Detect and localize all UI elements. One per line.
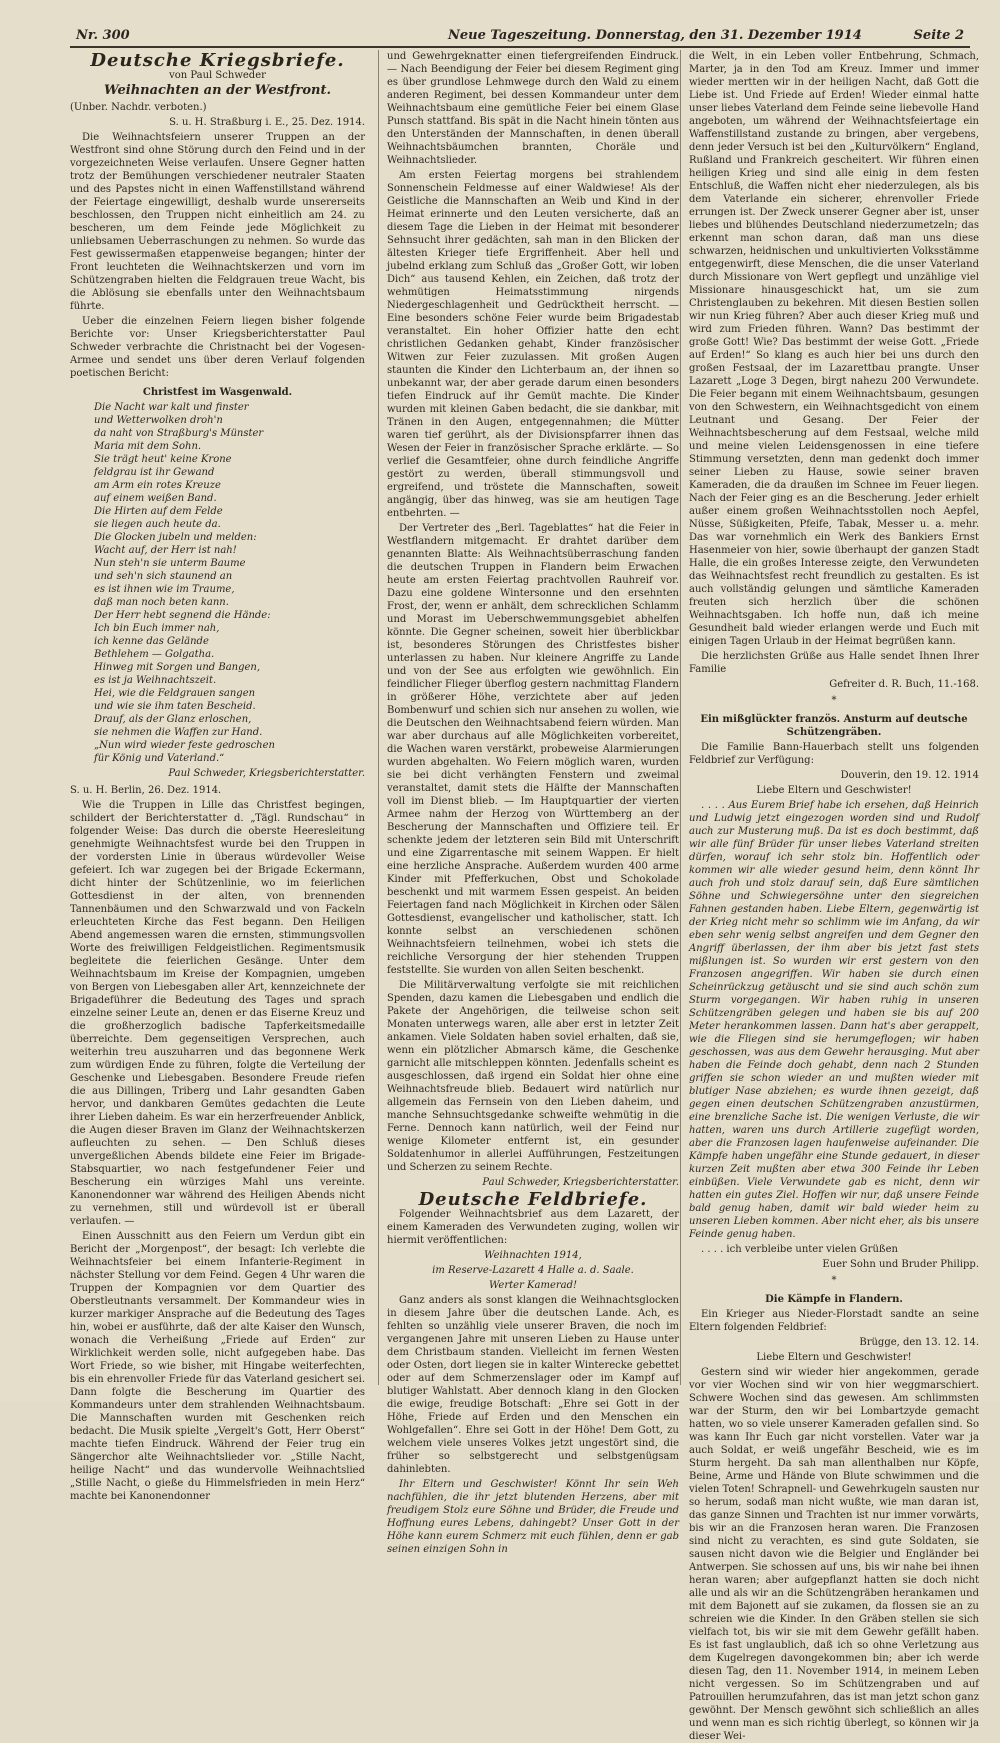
paper-date: Neue Tageszeitung. Donnerstag, den 31. Dezember 1914 (448, 28, 862, 43)
issue-number: Nr. 300 (76, 28, 130, 43)
poem-line: Bethlehem — Golgatha. (94, 649, 215, 660)
poem-line: Hei, wie die Feldgrauen sangen (94, 688, 256, 699)
poem-line: es ist ja Weihnachtszeit. (94, 675, 217, 686)
poem-line: Die Glocken jubeln und melden: (94, 532, 257, 543)
poem-line: Nun steh'n sie unterm Baume (94, 558, 246, 569)
poem-line: „Nun wird wieder feste gedroschen (94, 740, 275, 751)
article-signature: Paul Schweder, Kriegsberichterstatter. (482, 1177, 679, 1188)
article-byline: von Paul Schweder (169, 70, 266, 81)
poem-line: feldgrau ist ihr Gewand (94, 467, 215, 478)
dateline: S. u. H. Berlin, 26. Dez. 1914. (70, 785, 222, 796)
paragraph: Ihr Eltern und Geschwister! Könnt Ihr sein Weh nachfühlen, die ihr jetzt blutenden Herzens, aber mit freudigem Stolz eure Söhne und Brüder, die Freude und Hoffnung eures Lebens, dahingebt? Unser Gott in der Höhe kann eurem Schmerz mit euch fühlen, denn er gab seinen einzigen Sohn in (387, 1479, 679, 1555)
article-subtitle: Weihnachten an der Westfront. (103, 83, 332, 98)
poem-signature: Paul Schweder, Kriegsberichterstatter. (168, 768, 365, 779)
column-1 (70, 50, 365, 1502)
poem-line: Die Hirten auf dem Felde (94, 506, 223, 517)
paragraph: Die Weihnachtsfeiern unserer Truppen an der Westfront sind ohne Störung durch den Feind und in der vorgezeichneten Weise verlaufen. Unsere Gegner hatten trotz der Bemühungen verschiedener neutraler Staaten und des Papstes nicht in einen Waffenstillstand während der Feiertage eingewilligt, deshalb wurde unsererseits beschlossen, den Truppen nicht einheitlich am 24. zu bescheren, um dem Feinde jede Möglichkeit zu unliebsamen Ueberraschungen zu nehmen. So wurde das Fest gewissermaßen etappenweise begangen; hinter der Front leuchteten die Weihnachtskerzen und vorn im Schützengraben hielten die Feldgrauen treue Wacht, bis die Ablösung sie ebenfalls unter den Weihnachtsbaum führte. (70, 132, 365, 312)
letter-date: Douverin, den 19. 12. 1914 (840, 770, 979, 781)
letter-signature: Gefreiter d. R. Buch, 11.-168. (829, 679, 979, 690)
letter-date: Weihnachten 1914, (484, 1250, 582, 1261)
poem (94, 401, 365, 765)
paragraph: Ein Krieger aus Nieder-Florstadt sandte an seine Eltern folgenden Feldbrief: (689, 1309, 979, 1333)
paragraph: Wie die Truppen in Lille das Christfest begingen, schildert der Berichterstatter d. „Tägl. Rundschau“ in folgender Weise: Das durch die oberste Heeresleitung genehmigte Weihnachtsfest wurde bei den Truppen in der vordersten Linie in überaus würdevoller Weise gefeiert. Ich war zugegen bei der Brigade Eckermann, dicht hinter der Schützenlinie, wo im feierlichen Gottesdienst in der alten, von brennenden Tannenbäumen und den Schwarzwald und von Fackeln erleuchteten Kirche das Fest begann. Den Heiligen Abend angemessen waren die ernsten, stimmungsvollen Worte des freiwilligen Feldgeistlichen. Regimentsmusik begleitete die feierlichen Gesänge. Unter dem Weihnachtsbaum im Kreise der Kompagnien, umgeben von Bergen von Liebesgaben aller Art, kennzeichnete der Brigadeführer die Bedeutung des Tages und sprach einzelne seiner Leute an, denen er das Eiserne Kreuz und die großherzoglich badische Tapferkeitsmedaille überreichte. Dem gegenseitigen Versprechen, auch weiterhin treu auszuharren und das begonnene Werk zum würdigen Ende zu führen, folgte die Verteilung der Geschenke und Liebesgaben. Besondere Freude riefen die aus Dillingen, Triberg und Lahr gesandten Gaben hervor, und dankbaren Gemütes gedachten die Leute ihrer Lieben daheim. Es war ein herzerfreuender Anblick, die Augen dieser Braven im Glanz der Weihnachtskerzen aufleuchten zu sehen. — Den Schluß dieses unvergeßlichen Abends bildete eine Feier im Brigade-Stabsquartier, wo nach festgefundener Feier und Bescherung ein würziges Mahl uns vereinte. Kanonendonner war während des Heiligen Abends nicht zu vernehmen, still und würdevoll ist er überall verlaufen. — (70, 800, 365, 1227)
poem-line: ich kenne das Gelände (94, 636, 209, 647)
letter-salutation: Werter Kamerad! (488, 1280, 578, 1291)
poem-line: Maria mit dem Sohn. (94, 441, 202, 452)
poem-line: sie nehmen die Waffen zur Hand. (94, 727, 263, 738)
poem-line: da naht von Straßburg's Münster (94, 428, 264, 439)
separator: * (831, 695, 837, 706)
paragraph: Die Familie Bann-Hauerbach stellt uns folgenden Feldbrief zur Verfügung: (689, 742, 979, 766)
poem-line: es ist ihnen wie im Traume, (94, 584, 235, 595)
poem-line: Die Nacht war kalt und finster (94, 402, 249, 413)
dateline: S. u. H. Straßburg i. E., 25. Dez. 1914. (169, 117, 365, 128)
letter-place: im Reserve-Lazarett 4 Halle a. d. Saale. (432, 1265, 634, 1276)
poem-line: Der Herr hebt segnend die Hände: (94, 610, 271, 621)
reprint-note: (Unber. Nachdr. verboten.) (70, 102, 207, 113)
letter-salutation: Liebe Eltern und Geschwister! (756, 785, 912, 796)
section-heading: Ein mißglückter französ. Ansturm auf deutsche Schützengräben. (700, 714, 968, 738)
masthead (70, 26, 970, 48)
paragraph: Gestern sind wir wieder hier angekommen, gerade vor vier Wochen sind wir von hier weggmarschiert. Schwere Wochen sind das gewesen. Am schlimmsten war der Sturm, den wir bei Lombartzyde gemacht hatten, wo so viele unserer Kameraden gefallen sind. So was kann Ihr Euch gar nicht vorstellen. Vater war ja auch Soldat, er weiß ungefähr Bescheid, wie es im Sturm hergeht. Da sah man allenthalben nur Köpfe, Beine, Arme und Hände von Blute schwimmen und die vielen Toten! Schrapnell- und Gewehrkugeln sausten nur so herum, sodaß man nicht wußte, wie man daran ist, das ganze Sinnen und Trachten ist nur immer vorwärts, bis wir an die Franzosen heran waren. Die Franzosen sind nicht zu verachten, es sind gute Soldaten, sie sausen nicht davon wie die Belgier und Engländer bei Antwerpen. Sie schossen auf uns, bis wir nahe bei ihnen heran waren; aber aufgepflanzt hatten sie doch nicht alle und als wir an die Schützengräben herankamen und mit dem Bajonett auf sie zukamen, da flossen sie an zu schreien wie die Kinder. In den Gräben stellen sie sich vielfach tot, bis wir sie mit dem Gewehr gefällt haben. Es ist fast unglaublich, daß ich so ohne Verletzung aus dem Kugelregen davongekommen bin; aber ich werde diesen Tag, den 11. November 1914, in meinem Leben nicht vergessen. So im Schützengraben und auf Patrouillen herumzufahren, das ist man jetzt schon ganz gewöhnt. Der Mensch gewöhnt sich schließlich an alles und wenn man es sich richtig überlegt, so können wir ja dieser Wei- (689, 1367, 979, 1742)
poem-line: am Arm ein rotes Kreuze (94, 480, 221, 491)
poem-line: auf einem weißen Band. (94, 493, 217, 504)
poem-line: Ich bin Euch immer nah, (94, 623, 220, 634)
letter-date: Brügge, den 13. 12. 14. (859, 1337, 979, 1348)
poem-line: und Wetterwolken droh'n (94, 415, 223, 426)
section-title: Deutsche Feldbriefe. (418, 1189, 648, 1210)
page-number: Seite 2 (913, 28, 964, 43)
poem-line: Drauf, als der Glanz erloschen, (94, 714, 252, 725)
paragraph: Der Vertreter des „Berl. Tageblattes“ hat die Feier in Westflandern mitgemacht. Er drahtet darüber dem genannten Blatte: Als Weihnachtsüberraschung fanden die deutschen Truppen in Flandern beim Erwachen heute am ersten Feiertag prachtvollen Rauhreif vor. Dazu eine goldene Wintersonne und den ersehnten Frost, der, wenn er anhält, dem schrecklichen Schlamm und Morast im Ueberschwemmungsgebiet abhelfen könnte. Die Gegner scheinen, soweit hier überblickbar ist, besonderes Störungen des Christfestes bisher unterlassen zu haben. Nur kleinere Angriffe zu Lande und von der See aus erfolgten wie gewöhnlich. Ein feindlicher Flieger überflog gestern nachmittag Flandern in größerer Höhe, verzichtete aber auf jeden Bombenwurf und schien sich nur ansehen zu wollen, wie die Deutschen den Weihnachtsabend feiern würden. Man war aber durchaus auf alle Möglichkeiten vorbereitet, die Wachen waren verstärkt, probeweise Alarmierungen wurden abgehalten. Wo Feiern möglich waren, wurden sie bei dicht verhängten Fenstern und zweimal veranstaltet, damit stets die Hälfte der Mannschaften voll im Dienst blieb. — Im Hauptquartier der vierten Armee nahm der Herzog von Württemberg an der Bescherung der Mannschaften und Offiziere teil. Er schenkte jedem der letzteren sein Bild mit Unterschrift und eine Zigarrentasche mit seinem Wappen. Er hielt eine herzliche Ansprache. Außerdem wurden 400 arme Kinder mit Pfefferkuchen, Obst und Schokolade beschenkt und mit warmem Essen gespeist. An beiden Feiertagen fand nach Möglichkeit in Kirchen oder Sälen Gottesdienst, evangelischer und katholischer, statt. Ich konnte selbst an verschiedenen schönen Weihnachtsfeiern teilnehmen, wobei ich stets die reichliche Versorgung der hier stehenden Truppen feststellte. Sie wurden von allen Seiten beschenkt. (387, 523, 679, 976)
letter-closing: Die herzlichsten Grüße aus Halle sendet Ihnen Ihrer Familie (689, 651, 979, 675)
poem-line: daß man noch beten kann. (94, 597, 229, 608)
poem-line: und wie sie ihm taten Bescheid. (94, 701, 256, 712)
paragraph: Ueber die einzelnen Feiern liegen bisher folgende Berichte vor: Unser Kriegsberichterstatter Paul Schweder verbrachte die Christnacht bei der Vogesen-Armee und sendet uns über deren Verlauf folgenden poetischen Bericht: (70, 316, 365, 379)
paragraph: Folgender Weihnachtsbrief aus dem Lazarett, der einem Kameraden des Verwundeten zuging, wollen wir hiermit veröffentlichen: (387, 1209, 679, 1246)
paragraph: . . . . Aus Eurem Brief habe ich ersehen, daß Heinrich und Ludwig jetzt eingezogen worden sind und Rudolf auch zur Musterung muß. Da ist es doch bestimmt, daß wir alle fünf Brüder für unser liebes Vaterland streiten dürfen, worauf ich sehr stolz bin. Hoffentlich oder kommen wir alle wieder gesund heim, denn könnt Ihr auch froh und stolz darauf sein, daß Eure sämtlichen Söhne und Schwiegersöhne unter den siegreichen Fahnen gestanden haben. Liebe Eltern, gegenwärtig ist der Krieg nicht mehr so schlimm wie im Anfang, da wir eben sehr wenig selbst angreifen und dem Gegner den Angriff überlassen, der ihm aber bis jetzt fast stets mißlungen ist. So wurden wir erst gestern von den Franzosen angegriffen. Wir haben sie durch einen Scheinrückzug getäuscht und sie sind auch schön zum Sturm vorgegangen. Wir haben ruhig in unseren Schützengräben gelegen und haben sie bis auf 200 Meter herankommen lassen. Dann hat's aber gerappelt, wie die Fliegen sind sie herumgeflogen; wir haben geschossen, was aus dem Gewehr herausging. Mut aber haben die Feinde doch gehabt, denn nach 2 Stunden griffen sie schon wieder an und mußten wieder mit blutiger Nase abziehen; es wurde ihnen gezeigt, daß gegen einen deutschen Schützengraben anzustürmen, eine brenzliche Sache ist. Die wenigen Verluste, die wir hatten, waren uns durch Artillerie zugefügt worden, aber die Franzosen lagen haufenweise aufeinander. Die Kämpfe haben ungefähr eine Stunde gedauert, in dieser kurzen Zeit mußten aber etwa 300 Feinde ihr Leben einbüßen. Viele Verwundete gab es nicht, denn wir hatten ein gutes Ziel. Hoffen wir nur, daß unsere Feinde bald genug haben, damit wir bald wieder heim zu unseren Lieben kommen. Aber nicht eher, als bis unsere Feinde genug haben. (689, 800, 979, 1240)
poem-line: Sie trägt heut' keine Krone (94, 454, 232, 465)
poem-line: sie liegen auch heute da. (94, 519, 221, 530)
poem-line: Wacht auf, der Herr ist nah! (94, 545, 237, 556)
poem-line: Hinweg mit Sorgen und Bangen, (94, 662, 261, 673)
paragraph: und Gewehrgeknatter einen tiefergreifenden Eindruck. — Nach Beendigung der Feier bei diesem Regiment ging es über grundlose Lehmwege durch den Wald zu einem anderen Regiment, bei dessen Kommandeur unter dem Weihnachtsbaum eine gemütliche Feier bei einem Glase Punsch stattfand. Bis spät in die Nacht hinein tönten aus den Unterständen der Mannschaften, in denen überall Weihnachtsbäumchen brannten, Choräle und Weihnachtslieder. (387, 51, 679, 166)
poem-line: und seh'n sich staunend an (94, 571, 233, 582)
poem-line: für König und Vaterland.“ (94, 753, 225, 764)
section-heading: Die Kämpfe in Flandern. (765, 1294, 903, 1305)
column-2 (378, 50, 679, 1555)
letter-signature: Euer Sohn und Bruder Philipp. (822, 1259, 979, 1270)
letter-salutation: Liebe Eltern und Geschwister! (756, 1352, 912, 1363)
column-3 (680, 50, 979, 1742)
paragraph: Einen Ausschnitt aus den Feiern um Verdun gibt ein Bericht der „Morgenpost“, der besagt: Ich verlebte die Weihnachtsfeier bei einem Infanterie-Regiment in nächster Stellung vor dem Feind. Gegen 4 Uhr waren die Truppen der Kompagnien vor dem Quartier des Oberstleutnants versammelt. Der Kommandeur wies in kurzer markiger Ansprache auf die Bedeutung des Tages hin, wobei er ausführte, daß der alte Kaiser den Wunsch, wonach die Verheißung „Friede auf Erden“ zur Wirklichkeit werden solle, nicht aufgegeben habe. Das Wort Friede, so wie bisher, mit Hingabe weiterfechten, bis ein ehrenvoller Friede für das Vaterland gesichert sei. Dann folgte die Bescherung im Quartier des Kommandeurs unter dem strahlenden Weihnachtsbaum. Die Mannschaften wurden mit Geschenken reich bedacht. Die Musik spielte „Vergelt's Gott, Herr Oberst“ machte tiefen Eindruck. Während der Feier trug ein Sängerchor alte Weihnachtslieder vor. „Stille Nacht, heilige Nacht“ und das wundervolle Weihnachtslied „Stille Nacht, o gieße du Himmelsfrieden in mein Herz“ machte bei Kanonendonner (70, 1231, 365, 1502)
poem-title: Christfest im Wasgenwald. (142, 387, 293, 398)
separator: * (831, 1275, 837, 1286)
article-title: Deutsche Kriegsbriefe. (90, 50, 345, 71)
letter-closing: . . . . ich verbleibe unter vielen Grüßen (701, 1244, 898, 1255)
paragraph: die Welt, in ein Leben voller Entbehrung, Schmach, Marter, ja in den Tod am Kreuz. Immer und immer wieder mertten wir in der heiligen Nacht, daß Gott die Liebe ist. Und Friede auf Erden! Wieder einmal hatte unser liebes Vaterland dem Feinde seine liebevolle Hand angeboten, um während der Weihnachtsfeiertage ein Waffenstillstand zustande zu bringen, aber vergebens, denn jeder Versuch ist bei den „Kulturvölkern“ England, Rußland und Frankreich gescheitert. Wir führen einen heiligen Krieg und sind alle einig in dem festen Entschluß, die Waffen nicht eher niederzulegen, als bis dem Vaterlande ein sicherer, ehrenvoller Friede errungen ist. Der Zweck unserer Gegner aber ist, unser liebes und blühendes Deutschland niederzumetzeln; das erkennt man schon daran, daß man uns diese schwarzen, heidnischen und unkultivierten Volksstämme entgegenwirft, diese Menschen, die die unser Vaterland durch Missionare von Wert gepflegt und unzählige viel Missionare hinausgeschickt hat, um sie zum Christenglauben zu bekehren. Mit diesen Bestien sollen wir nun Krieg führen? Aber auch dieser Krieg muß und wird zum Frieden führen. Wann? Das bestimmt der große Gott! Wie? Das bestimmt der weise Gott. „Friede auf Erden!“ So klang es auch hier bei uns durch den großen Festsaal, der im Lazarettbau prangte. Unser Lazarett „Loge 3 Degen, birgt nahezu 200 Verwundete. Die Feier begann mit einem Weihnachtsbaum, gesungen von den Schwestern, ein Weihnachtsgedicht von einem Leutnant und Gesang. Der Feier der Weihnachtsbescherung auf dem Festsaal, welche mild und meine vielen Leidensgenossen in eine tiefere Stimmung versetzten, denn man gedenkt doch immer seiner Lieben zu Hause, sowie seiner braven Kameraden, die da draußen im Schnee im Feuer liegen. Nach der Feier ging es an die Bescherung. Jeder erhielt außer einem großen Weihnachtsstollen noch Aepfel, Nüsse, Süßigkeiten, Pfeife, Tabak, Messer u. a. mehr. Das war vornehmlich ein Werk des Bankiers Ernst Hasenmeier von hier, sowie überhaupt der ganzen Stadt Halle, die ein großes Interesse zeigte, den Verwundeten das Weihnachtsfest recht freundlich zu gestalten. Es ist auch vollständig gelungen und sämtliche Kameraden freuten sich herzlich über die schönen Weihnachtsgaben. Ich hoffe nun, daß ich meine Gesundheit bald wieder erlangen werde und Euch mit einigen Tagen Urlaub in der Heimat begrüßen kann. (689, 51, 979, 647)
paragraph: Die Militärverwaltung verfolgte sie mit reichlichen Spenden, dazu kamen die Liebesgaben und endlich die Pakete der Angehörigen, die teilweise schon seit Monaten unterwegs waren, alle aber erst in letzter Zeit ankamen. Viele Soldaten haben soviel erhalten, daß sie, wenn ein plötzlicher Abmarsch käme, die Geschenke garnicht alle mitschleppen könnten. Jedenfalls scheint es ausgeschlossen, daß irgend ein Soldat hier ohne eine Weihnachtsfreude blieb. Bedauert wird natürlich nur allgemein das Fernsein von den Lieben daheim, und manche Sehnsuchtsgedanke schweifte wehmütig in die Ferne. Dennoch kann natürlich, weil der Feind nur wenige Kilometer entfernt ist, ein gesunder Soldatenhumor in allerlei Aufführungen, Festzeitungen und Scherzen zu seinem Rechte. (387, 980, 679, 1173)
paragraph: Ganz anders als sonst klangen die Weihnachtsglocken in diesem Jahre über die deutschen Lande. Ach, es fehlten so unzählig viele unserer Braven, die noch im vergangenen Jahre mit unseren Lieben zu Hause unter dem Christbaum standen. Vielleicht im fernen Westen oder Osten, dort liegen sie in kalter Winterecke gebettet oder auf dem Schmerzenslager oder im Kampf auf blutiger Wahlstatt. Aber dennoch klang in den Glocken die ewige, freudige Botschaft: „Ehre sei Gott in der Höhe, Friede auf Erden und den Menschen ein Wohlgefallen“. Ehre sei Gott in der Höhe! Dem Gott, zu welchem viele unseres Volkes jetzt ungestört sind, die früher so selbstgerecht und selbstgenügsam dahinlebten. (387, 1295, 679, 1475)
paragraph: Am ersten Feiertag morgens bei strahlendem Sonnenschein Feldmesse auf einer Waldwiese! Als der Geistliche die Mannschaften an Weib und Kind in der Heimat erinnerte und den Leuten versicherte, daß an diesem Tage die Lieben in der Heimat mit besonderer Sehnsucht ihrer gedächten, sah man in den Blicken der ältesten Krieger tiefe Ergriffenheit. Aber hell und jubelnd erklang zum Schluß das „Großer Gott, wir loben Dich“ aus tausend Kehlen, ein Zeichen, daß trotz der wehmütigen Heimatsstimmung nirgends Niedergeschlagenheit und Gedrücktheit herrscht. — Eine besonders schöne Feier wurde beim Brigadestab veranstaltet. Ein hoher Offizier hatte den echt christlichen Gedanken gehabt, Kinder französischer Witwen zur Feier zuzulassen. Mit großen Augen staunten die Kinder den Lichterbaum an, der ihnen so unbekannt war, der aber gerade darum einen besonders tiefen Eindruck auf ihr Gemüt machte. Die Kinder wurden mit kleinen Gaben bedacht, die sie dankbar, mit Tränen in den Augen, entgegennahmen; die Mütter waren tief gerührt, als der Divisionspfarrer ihnen das Wesen der Feier in französischer Sprache erklärte. — So verlief die Gesamtfeier, ohne durch feindliche Angriffe gestört zu werden, überall stimmungsvoll und ergreifend, und tröstete die Mannschaften, soweit angängig, über das hinweg, was sie am heutigen Tage entbehrten. — (387, 170, 679, 519)
